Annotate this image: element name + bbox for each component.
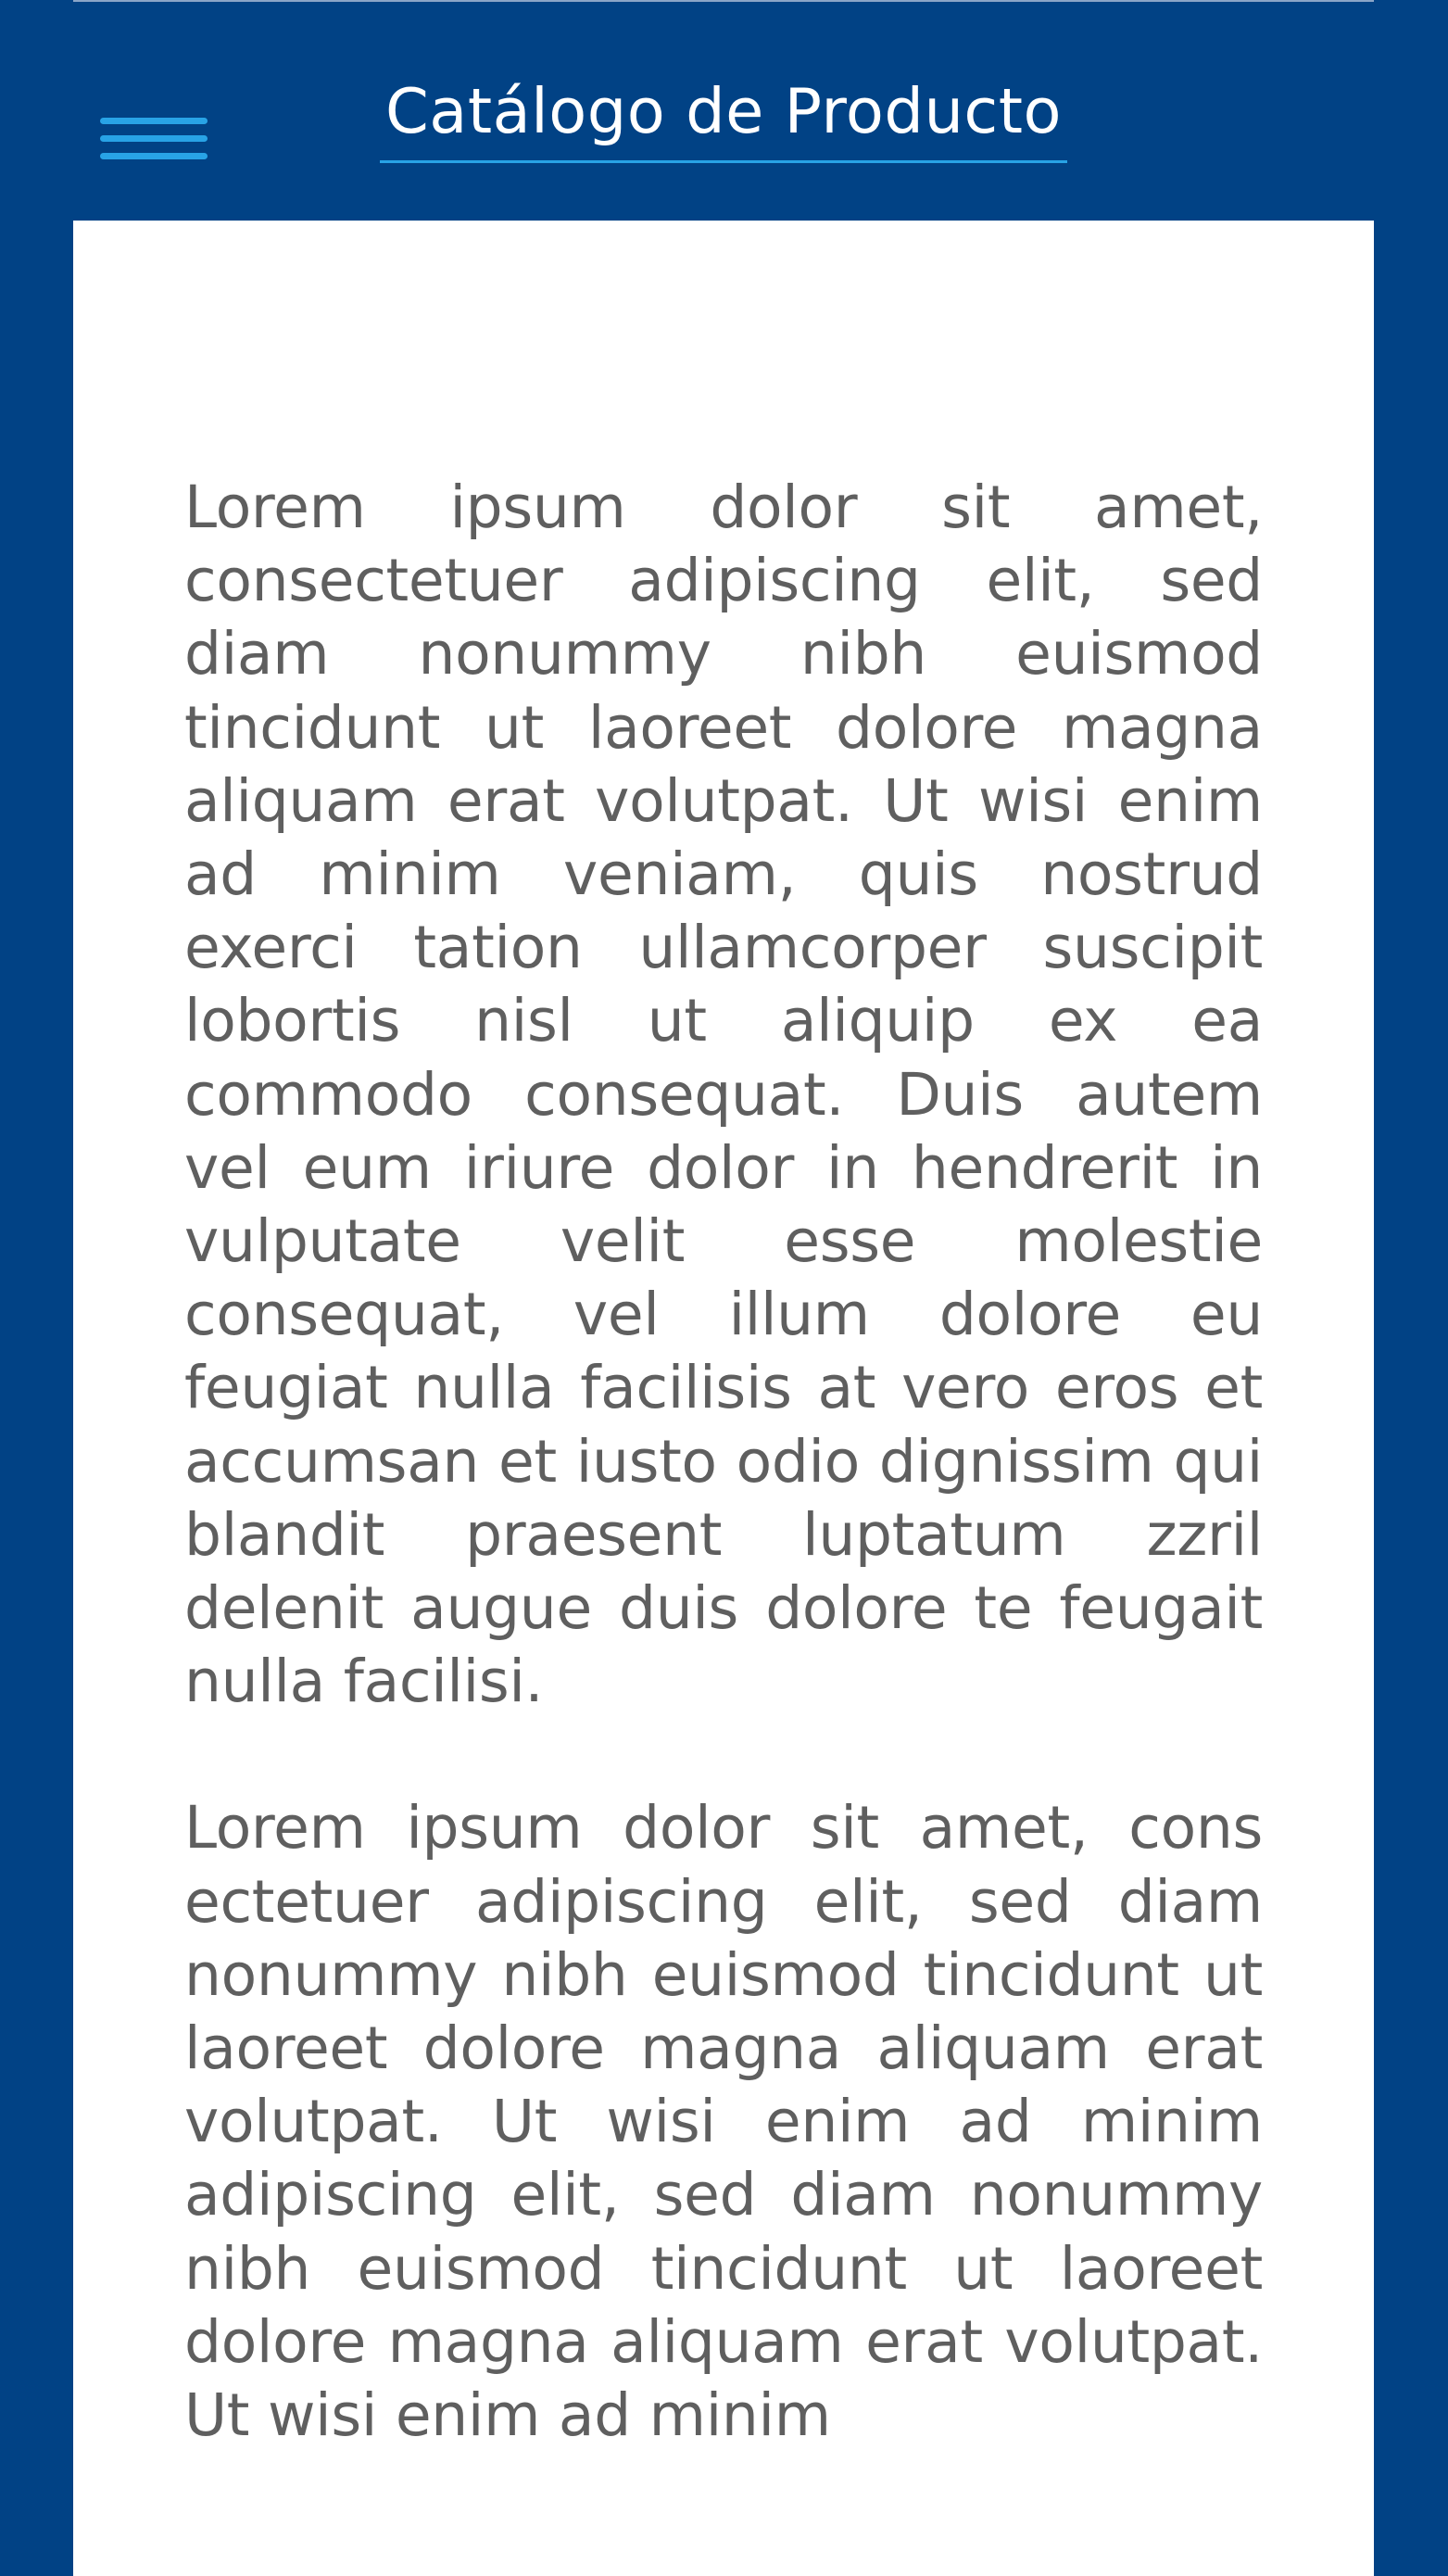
hamburger-menu-button[interactable]	[100, 115, 209, 170]
paragraph-1: Lorem ipsum dolor sit amet, consectetuer adipiscing elit, sed diam nonummy nibh euismod tincidunt ut laoreet dolore magna aliquam erat volutpat. Ut wisi enim ad minim veniam, quis nostrud exerci tation ullamcorper suscipit lobortis nisl ut aliquip ex ea commodo consequat. Duis autem vel eum iriure dolor in hendrerit in vulputate velit esse molestie consequat, vel illum dolore eu feugiat nulla facilisis at vero eros et accumsan et iusto odio dignissim qui blandit praesent luptatum zzril delenit augue duis dolore te feugait nulla facilisi.	[184, 474, 1263, 1716]
menu-bar-bottom	[100, 153, 208, 159]
menu-bar-top	[100, 118, 208, 124]
content-card	[73, 221, 1374, 2576]
app-header	[0, 0, 1448, 221]
menu-bar-middle	[100, 135, 208, 142]
page-title: Catálogo de Producto	[380, 63, 1067, 163]
paragraph-2: Lorem ipsum dolor sit amet, cons ectetuer adipiscing elit, sed diam nonummy nibh euismod tincidunt ut laoreet dolore magna aliquam erat volutpat. Ut wisi enim ad minim adipiscing elit, sed diam nonummy nibh euismod tincidunt ut laoreet dolore magna aliquam erat volutpat. Ut wisi enim ad minim	[184, 1794, 1263, 2450]
body-text	[184, 471, 1263, 2452]
